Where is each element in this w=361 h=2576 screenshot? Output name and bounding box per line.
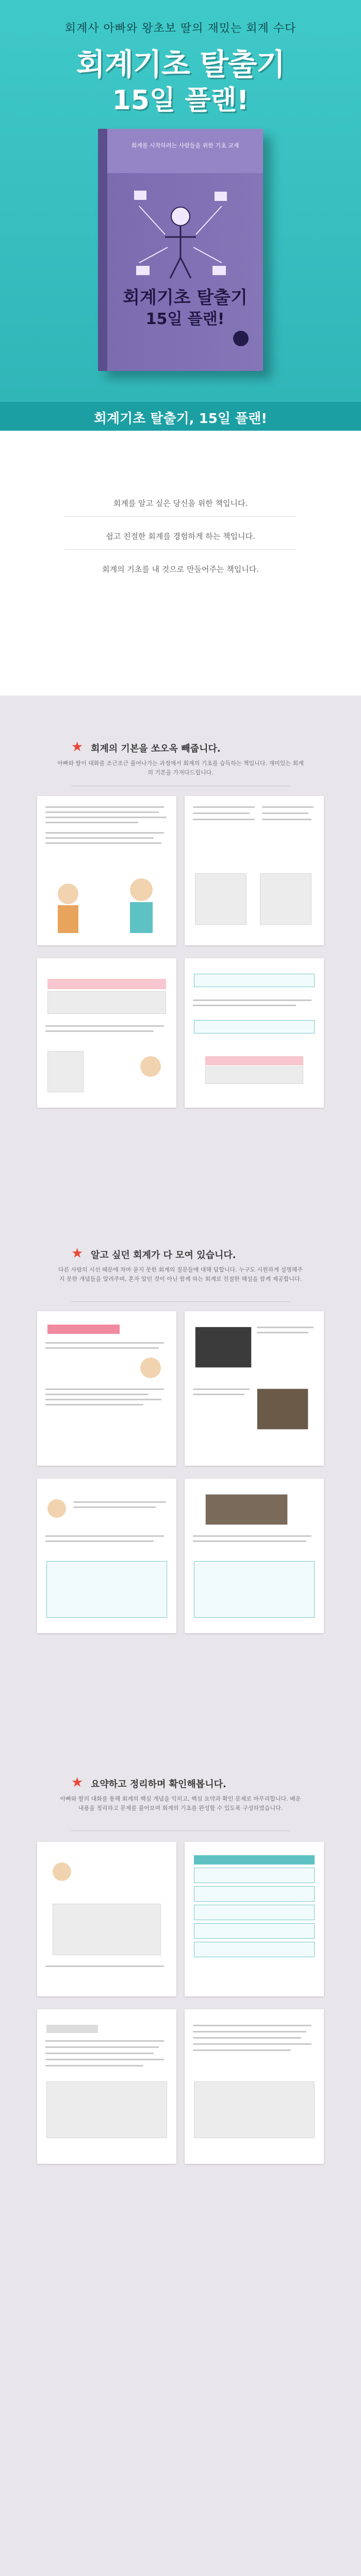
hero-title: 회계기초 탈출기 [76, 47, 285, 82]
cover-band-text: 회계를 시작하려는 사람들을 위한 기초 교재 [131, 142, 239, 149]
divider [64, 549, 297, 550]
book-page [37, 1842, 176, 1996]
star-icon: ★ [71, 739, 84, 755]
book-page [37, 958, 176, 1108]
star-icon: ★ [71, 1246, 84, 1261]
divider [71, 1301, 290, 1302]
book-page [185, 2009, 324, 2164]
cover-badge [233, 331, 249, 346]
book-cover [98, 129, 263, 371]
book-page [185, 958, 324, 1108]
section-desc: 아빠와 딸의 대화를 통해 회계의 핵심 개념을 익히고, 핵심 요약과 확인 문제로 마무리합니다. 배운 내용을 정리하고 문제를 풀어보며 회계의 기초를 완성할 수 있도록 구성하였습니다. [60, 1795, 301, 1811]
hero-banner [0, 0, 361, 453]
section-title: 회계의 기본을 쏘오옥 빼줍니다. [91, 743, 221, 754]
cover-band [107, 129, 263, 173]
cover-illustration [129, 185, 232, 283]
book-page [37, 1479, 176, 1633]
feature-item: 회계를 알고 싶은 당신을 위한 책입니다. [113, 499, 248, 508]
book-page [37, 1311, 176, 1466]
cover-subtitle: 15일 플랜! [145, 310, 225, 328]
feature-item: 회계의 기초를 내 것으로 만들어주는 책입니다. [102, 565, 259, 574]
section-desc: 아빠와 딸이 대화를 조근조근 풀어나가는 과정에서 회계의 기초를 습득하는 책입니다. 재미있는 회계의 기본을 가져다드립니다. [57, 760, 304, 776]
section-title: 요약하고 정리하며 확인해봅니다. [91, 1779, 226, 1790]
section-desc: 다른 사람의 시선 때문에 차마 묻지 못한 회계의 질문들에 대해 답합니다. 누구도 시원하게 설명해주지 못한 개념들을 알려주며, 혼자 알던 것이 아닌 함께 하는 회계로 친절한 해설을 함께 제공합니다. [58, 1266, 303, 1282]
book-page [185, 796, 324, 945]
book-page [185, 1479, 324, 1633]
hero-tagline: 회계사 아빠와 왕초보 딸의 재밌는 회계 수다 [64, 22, 297, 35]
feature-list [0, 453, 361, 696]
book-page [37, 796, 176, 945]
section-title: 알고 싶던 회계가 다 모여 있습니다. [91, 1250, 236, 1261]
book-page [37, 2009, 176, 2164]
cover-title: 회계기초 탈출기 [123, 287, 248, 308]
book-page [185, 1842, 324, 1996]
star-icon: ★ [71, 1775, 84, 1790]
feature-item: 쉽고 친절한 회계를 경험하게 하는 책입니다. [106, 532, 255, 541]
hero-subtitle: 15일 플랜! [112, 85, 249, 116]
divider [64, 516, 297, 517]
hero-headline: 회계기초 탈출기, 15일 플랜! [93, 411, 268, 427]
book-page [185, 1311, 324, 1466]
book-spine [98, 129, 107, 371]
